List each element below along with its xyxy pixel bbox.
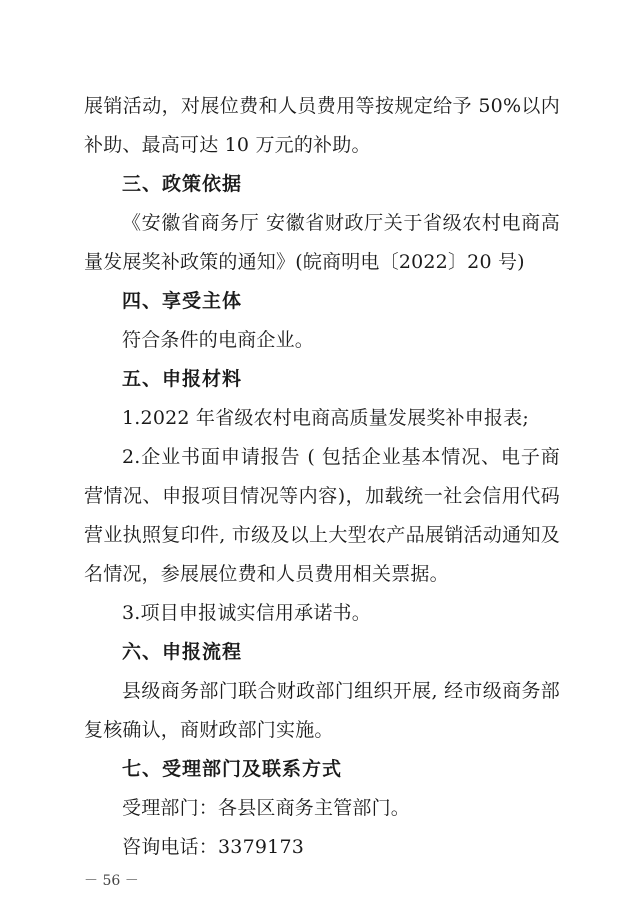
section-3-line-2: 量发展奖补政策的通知》(皖商明电〔2022〕20 号): [84, 251, 525, 273]
section-6-line-2: 复核确认，商财政部门实施。: [84, 719, 334, 741]
section-7-phone: 咨询电话：3379173: [122, 836, 305, 858]
section-7-heading: 七、受理部门及联系方式: [122, 758, 343, 780]
section-5-item-2-line-1: 2.企业书面申请报告 ( 包括企业基本情况、电子商: [122, 446, 560, 468]
section-6-heading: 六、申报流程: [122, 641, 243, 663]
section-4-heading: 四、享受主体: [122, 290, 243, 312]
section-7-department: 受理部门：各县区商务主管部门。: [122, 797, 411, 819]
section-5-item-2-line-2: 营情况、申报项目情况等内容)，加载统一社会信用代码: [84, 485, 560, 507]
section-4-line-1: 符合条件的电商企业。: [122, 329, 315, 351]
section-6-line-1: 县级商务部门联合财政部门组织开展, 经市级商务部: [122, 680, 560, 702]
paragraph-1-line-1: 展销活动，对展位费和人员费用等按规定给予 50%以内: [84, 95, 560, 117]
section-3-line-1: 《安徽省商务厅 安徽省财政厅关于省级农村电商高: [122, 212, 560, 234]
section-5-item-2-line-3: 营业执照复印件, 市级及以上大型农产品展销活动通知及: [84, 524, 560, 546]
paragraph-1-line-2: 补助、最高可达 10 万元的补助。: [84, 134, 371, 156]
section-5-item-1: 1.2022 年省级农村电商高质量发展奖补申报表;: [122, 407, 529, 429]
section-5-item-2-line-4: 名情况，参展展位费和人员费用相关票据。: [84, 563, 449, 585]
section-3-heading: 三、政策依据: [122, 173, 243, 195]
section-5-item-3: 3.项目申报诚实信用承诺书。: [122, 602, 371, 624]
page-number: － 56 －: [84, 873, 139, 889]
section-5-heading: 五、申报材料: [122, 368, 243, 390]
